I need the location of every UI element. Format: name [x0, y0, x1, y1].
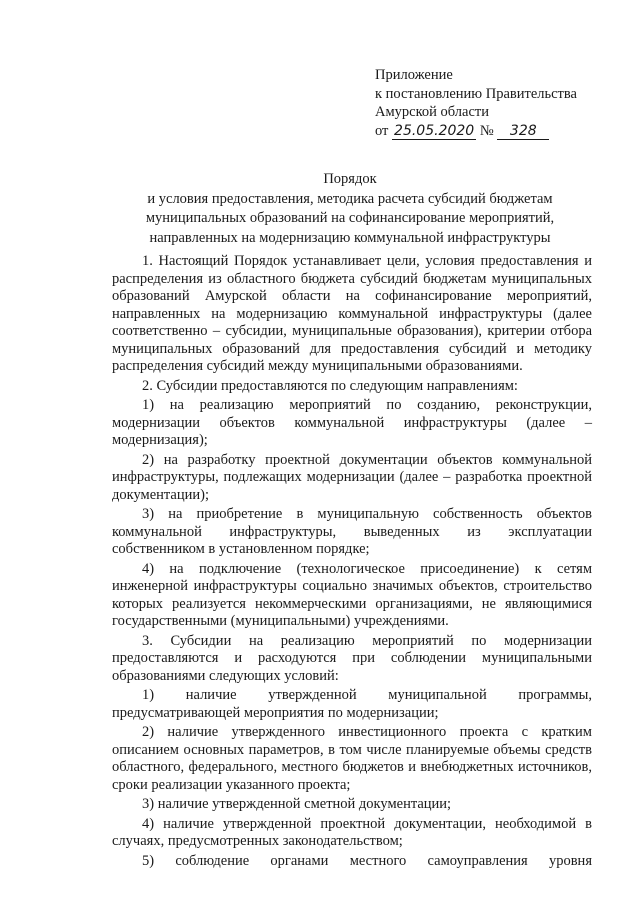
- handwritten-number: 328: [497, 124, 549, 140]
- appendix-header: [375, 66, 625, 140]
- title-line-3: муниципальных образований на софинансирование мероприятий,: [145, 210, 555, 226]
- paragraph-8: 1) наличие утвержденной муниципальной программы, предусматривающей мероприятия по модернизации;: [112, 687, 592, 721]
- paragraph-12: 5) соблюдение органами местного самоуправления уровня: [142, 852, 592, 869]
- date-prefix: от: [375, 122, 389, 139]
- title-line-4: направленных на модернизацию коммунальной инфраструктуры: [149, 229, 551, 246]
- title-line-1: Порядок: [323, 171, 377, 187]
- number-prefix: №: [479, 122, 494, 139]
- document-title: [120, 170, 580, 248]
- paragraph-6: 4) на подключение (технологическое присоединение) к сетям инженерной инфраструктуры социально значимых объектов, строительство которых реализуется некоммерческими организациями, не являющимися государственными (муниципальными) учреждениями.: [112, 560, 592, 629]
- handwritten-date: 25.05.2020: [394, 122, 475, 139]
- document-body: [112, 253, 592, 872]
- paragraph-11: 4) наличие утвержденной проектной документации, необходимой в случаях, предусмотренных законодательством;: [112, 815, 592, 849]
- appendix-line-3: Амурской области: [375, 104, 489, 120]
- paragraph-5: 3) на приобретение в муниципальную собственность объектов коммунальной инфраструктуры, выведенных из эксплуатации собственником в установленном порядке;: [112, 506, 592, 557]
- appendix-line-2: к постановлению Правительства: [375, 85, 577, 102]
- paragraph-7: 3. Субсидии на реализацию мероприятий по модернизации предоставляются и расходуются при соблюдении муниципальными образованиями следующих условий:: [112, 632, 592, 684]
- paragraph-9: 2) наличие утвержденного инвестиционного проекта с кратким описанием основных параметров, в том числе планируемые объемы средств областного, федерального, местного бюджетов и внебюджетных источников, сроки реализации указанного проекта;: [112, 724, 592, 793]
- paragraph-1: 1. Настоящий Порядок устанавливает цели, условия предоставления и распределения из областного бюджета субсидий бюджетам муниципальных образований Амурской области на софинансирование мероприятий, направленных на модернизацию коммунальной инфраструктуры (далее соответственно – субсидии, муниципальные образования), критерии отбора муниципальных образований для предоставления субсидий и методику распределения субсидий между муниципальными образованиями.: [112, 253, 592, 374]
- paragraph-4: 2) на разработку проектной документации объектов коммунальной инфраструктуры, подлежащих модернизации (далее – разработка проектной документации);: [112, 451, 592, 503]
- paragraph-10: 3) наличие утвержденной сметной документации;: [142, 796, 452, 812]
- appendix-date-line: [375, 122, 625, 141]
- paragraph-3: 1) на реализацию мероприятий по созданию, реконструкции, модернизации объектов коммунальной инфраструктуры (далее – модернизация);: [112, 397, 592, 448]
- paragraph-2: 2. Субсидии предоставляются по следующим направлениям:: [142, 377, 518, 394]
- title-line-2: и условия предоставления, методика расчета субсидий бюджетам: [147, 190, 553, 207]
- appendix-line-1: Приложение: [375, 67, 453, 83]
